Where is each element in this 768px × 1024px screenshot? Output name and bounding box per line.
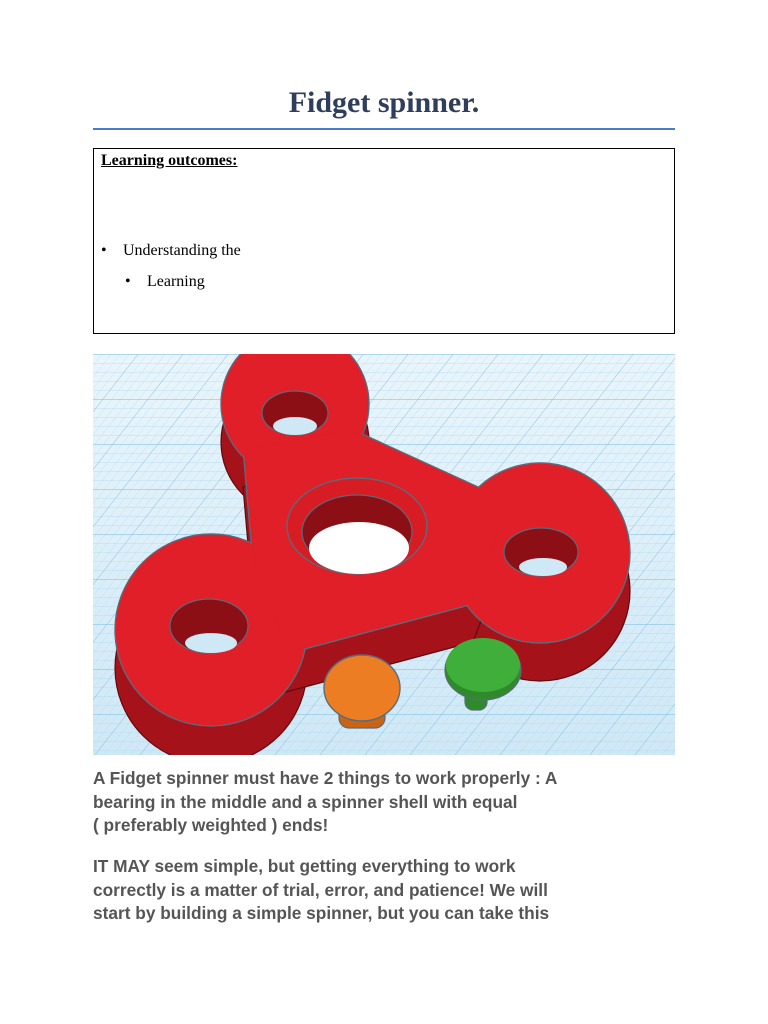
fidget-spinner-figure bbox=[93, 354, 675, 755]
text-line: A Fidget spinner must have 2 things to work properly : A bbox=[93, 768, 558, 788]
page-title: Fidget spinner. bbox=[288, 86, 480, 119]
title-underline bbox=[93, 128, 675, 130]
learning-outcomes-heading: Learning outcomes: bbox=[101, 152, 238, 169]
bullet-icon: • bbox=[125, 273, 131, 290]
spinner-hole bbox=[170, 599, 248, 653]
spinner-hole bbox=[504, 528, 578, 576]
bullet-icon: • bbox=[101, 242, 107, 259]
bearing-ring bbox=[287, 478, 427, 574]
learning-outcome-text: Learning bbox=[147, 273, 205, 290]
second-paragraph bbox=[93, 855, 683, 926]
learning-outcomes-box bbox=[93, 148, 675, 334]
text-line: start by building a simple spinner, but you can take this bbox=[93, 903, 550, 923]
intro-paragraph bbox=[93, 767, 683, 838]
learning-outcome-text: Understanding the bbox=[123, 242, 241, 259]
text-line: bearing in the middle and a spinner shell with equal bbox=[93, 791, 518, 812]
spinner-hole bbox=[262, 391, 328, 435]
text-line: correctly is a matter of trial, error, and patience! We will bbox=[93, 879, 548, 900]
text-line: IT MAY seem simple, but getting everything to work bbox=[93, 856, 516, 876]
text-line: ( preferably weighted ) ends! bbox=[93, 815, 329, 835]
